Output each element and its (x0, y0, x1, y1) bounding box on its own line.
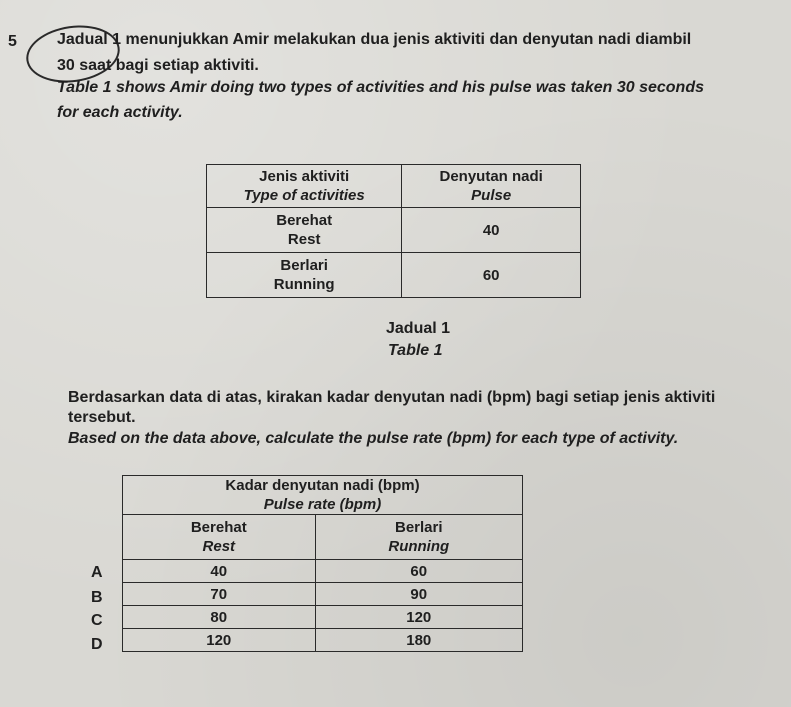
table-row (207, 253, 581, 298)
table-row (123, 606, 523, 629)
question2-english-line: Based on the data above, calculate the pulse rate (bpm) for each type of activity. (68, 430, 679, 447)
pen-circle-mark (23, 20, 124, 89)
option-letter-d: D (91, 636, 103, 653)
question2-malay-line-2: tersebut. (68, 409, 136, 426)
option-letter-c: C (91, 612, 103, 629)
table-row (123, 583, 523, 606)
option-letter-b: B (91, 589, 103, 606)
table1-activity-cell: Berehat Rest (207, 208, 402, 253)
table1-header-activity: Jenis aktiviti Type of activities (207, 165, 402, 208)
options-col-running: Berlari Running (315, 515, 522, 560)
option-a-rest: 40 (123, 560, 316, 583)
table-row (123, 560, 523, 583)
question-malay-line-2: 30 saat bagi setiap aktiviti. (57, 57, 259, 74)
table1-pulse-cell: 40 (402, 208, 581, 253)
option-b-rest: 70 (123, 583, 316, 606)
option-c-rest: 80 (123, 606, 316, 629)
question-number: 5 (8, 33, 17, 50)
table-row (123, 629, 523, 652)
option-letter-a: A (91, 564, 103, 581)
options-col-rest: Berehat Rest (123, 515, 316, 560)
table1-caption-english: Table 1 (388, 342, 443, 359)
table1-caption-malay: Jadual 1 (386, 320, 451, 337)
table-row (207, 208, 581, 253)
table1-header-pulse: Denyutan nadi Pulse (402, 165, 581, 208)
answer-options-table (122, 475, 523, 652)
option-d-running: 180 (315, 629, 522, 652)
question2-malay-line-1: Berdasarkan data di atas, kirakan kadar denyutan nadi (bpm) bagi setiap jenis aktiviti (68, 389, 716, 406)
option-a-running: 60 (315, 560, 522, 583)
question-malay-line-1: Jadual 1 menunjukkan Amir melakukan dua jenis aktiviti dan denyutan nadi diambil (57, 31, 692, 48)
question-english-line-1: Table 1 shows Amir doing two types of activities and his pulse was taken 30 seconds (57, 79, 704, 96)
table1-pulse-cell: 60 (402, 253, 581, 298)
option-c-running: 120 (315, 606, 522, 629)
question-english-line-2: for each activity. (57, 104, 183, 121)
table1-activity-cell: Berlari Running (207, 253, 402, 298)
option-d-rest: 120 (123, 629, 316, 652)
options-header: Kadar denyutan nadi (bpm) Pulse rate (bpm) (123, 476, 523, 515)
option-b-running: 90 (315, 583, 522, 606)
activity-pulse-table (206, 164, 581, 298)
